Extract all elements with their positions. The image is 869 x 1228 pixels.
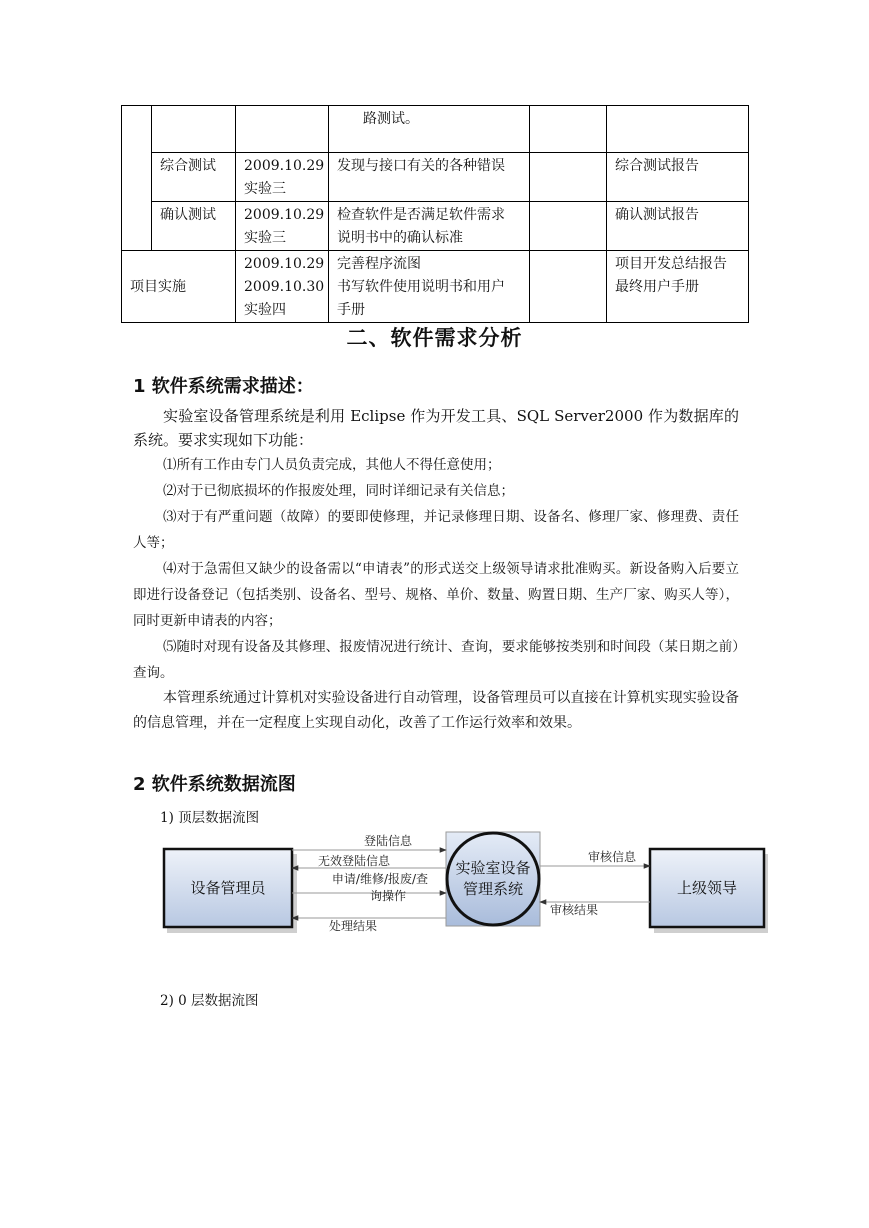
process-label-line2: 管理系统	[462, 880, 524, 898]
cell-text: 项目开发总结报告	[615, 256, 727, 272]
list-item: ⑴所有工作由专门人员负责完成，其他人不得任意使用；	[163, 457, 501, 473]
cell-text: 实验三	[244, 181, 286, 197]
table-cell	[530, 202, 607, 251]
process-lab-system	[446, 832, 540, 926]
cell-text: 书写软件使用说明书和用户	[337, 279, 505, 295]
section-heading: 2 软件系统数据流图	[133, 774, 296, 795]
list-item: ⑸随时对现有设备及其修理、报废情况进行统计、查询，要求能够按类别和时间段（某日期之前）查询。	[133, 639, 739, 681]
flow-label: 审核结果	[549, 903, 599, 917]
flow-label: 无效登陆信息	[317, 854, 391, 868]
cell-text: 2009.10.29	[244, 158, 325, 174]
table-cell	[530, 251, 607, 323]
list-item: ⑶对于有严重问题（故障）的要即使修理，并记录修理日期、设备名、修理厂家、修理费、责任人等；	[133, 509, 739, 551]
table-cell	[530, 153, 607, 202]
flow-label: 申请/维修/报废/查	[331, 872, 429, 886]
cell-text: 综合测试	[160, 158, 216, 174]
table-row	[122, 153, 749, 202]
intro-paragraph: 实验室设备管理系统是利用 Eclipse 作为开发工具、SQL Server2000 作为数据库的系统。要求实现如下功能：	[133, 407, 739, 449]
cell-text: 确认测试	[160, 207, 216, 223]
subheading: 1) 顶层数据流图	[160, 810, 260, 826]
table-cell	[236, 153, 329, 202]
cell-text: 2009.10.29	[244, 256, 325, 272]
entity-equipment-admin	[164, 849, 297, 933]
flow-label: 登陆信息	[363, 834, 413, 848]
table-cell	[236, 202, 329, 251]
cell-text: 实验三	[244, 230, 286, 246]
table-cell	[530, 106, 607, 153]
table-cell	[236, 106, 329, 153]
cell-text: 2009.10.30	[244, 279, 325, 295]
chapter-heading: 二、软件需求分析	[346, 326, 523, 350]
section-heading: 1 软件系统需求描述：	[133, 376, 314, 397]
cell-text: 2009.10.29	[244, 207, 325, 223]
table-cell	[607, 251, 749, 323]
table-cell	[152, 106, 236, 153]
requirement-list	[133, 452, 739, 686]
cell-text: 确认测试报告	[615, 207, 699, 223]
cell-text: 综合测试报告	[615, 158, 699, 174]
cell-text: 路测试。	[363, 111, 419, 127]
cell-text: 发现与接口有关的各种错误	[337, 158, 505, 174]
table-cell	[329, 106, 530, 153]
table-cell	[122, 106, 152, 251]
cell-text: 说明书中的确认标准	[337, 230, 463, 246]
table-cell	[329, 202, 530, 251]
table-cell	[329, 251, 530, 323]
table-row	[122, 202, 749, 251]
cell-text: 实验四	[244, 302, 286, 318]
top-level-dfd	[160, 828, 770, 938]
table-cell	[236, 251, 329, 323]
process-label-line1: 实验室设备	[455, 859, 531, 877]
table-cell	[607, 106, 749, 153]
flow-label: 询操作	[369, 889, 407, 903]
table-row	[122, 251, 749, 323]
table-cell	[329, 153, 530, 202]
entity-label: 设备管理员	[190, 879, 266, 897]
summary-paragraph: 本管理系统通过计算机对实验设备进行自动管理，设备管理员可以直接在计算机实现实验设备的信息管理，并在一定程度上实现自动化，改善了工作运行效率和效果。	[133, 690, 739, 731]
list-item: ⑷对于急需但又缺少的设备需以“申请表”的形式送交上级领导请求批准购买。新设备购入后要立即进行设备登记（包括类别、设备名、型号、规格、单价、数量、购置日期、生产厂家、购买人等），同时更新申请表的内容；	[133, 561, 739, 629]
entity-superior-leader	[650, 849, 768, 933]
schedule-table	[121, 105, 749, 323]
cell-text: 完善程序流图	[337, 256, 421, 272]
table-cell	[152, 202, 236, 251]
flow-label: 审核信息	[587, 850, 637, 864]
flow-label: 处理结果	[328, 919, 378, 933]
table-cell	[607, 153, 749, 202]
cell-text: 检查软件是否满足软件需求	[337, 207, 505, 223]
table-row	[122, 106, 749, 153]
subheading: 2) 0 层数据流图	[160, 993, 259, 1009]
table-cell	[607, 202, 749, 251]
cell-text: 手册	[337, 302, 365, 318]
cell-text: 项目实施	[130, 279, 186, 295]
table-cell	[122, 251, 236, 323]
table-cell	[152, 153, 236, 202]
list-item: ⑵对于已彻底损坏的作报废处理，同时详细记录有关信息；	[163, 483, 514, 499]
entity-label: 上级领导	[676, 879, 738, 897]
cell-text: 最终用户手册	[615, 279, 699, 295]
